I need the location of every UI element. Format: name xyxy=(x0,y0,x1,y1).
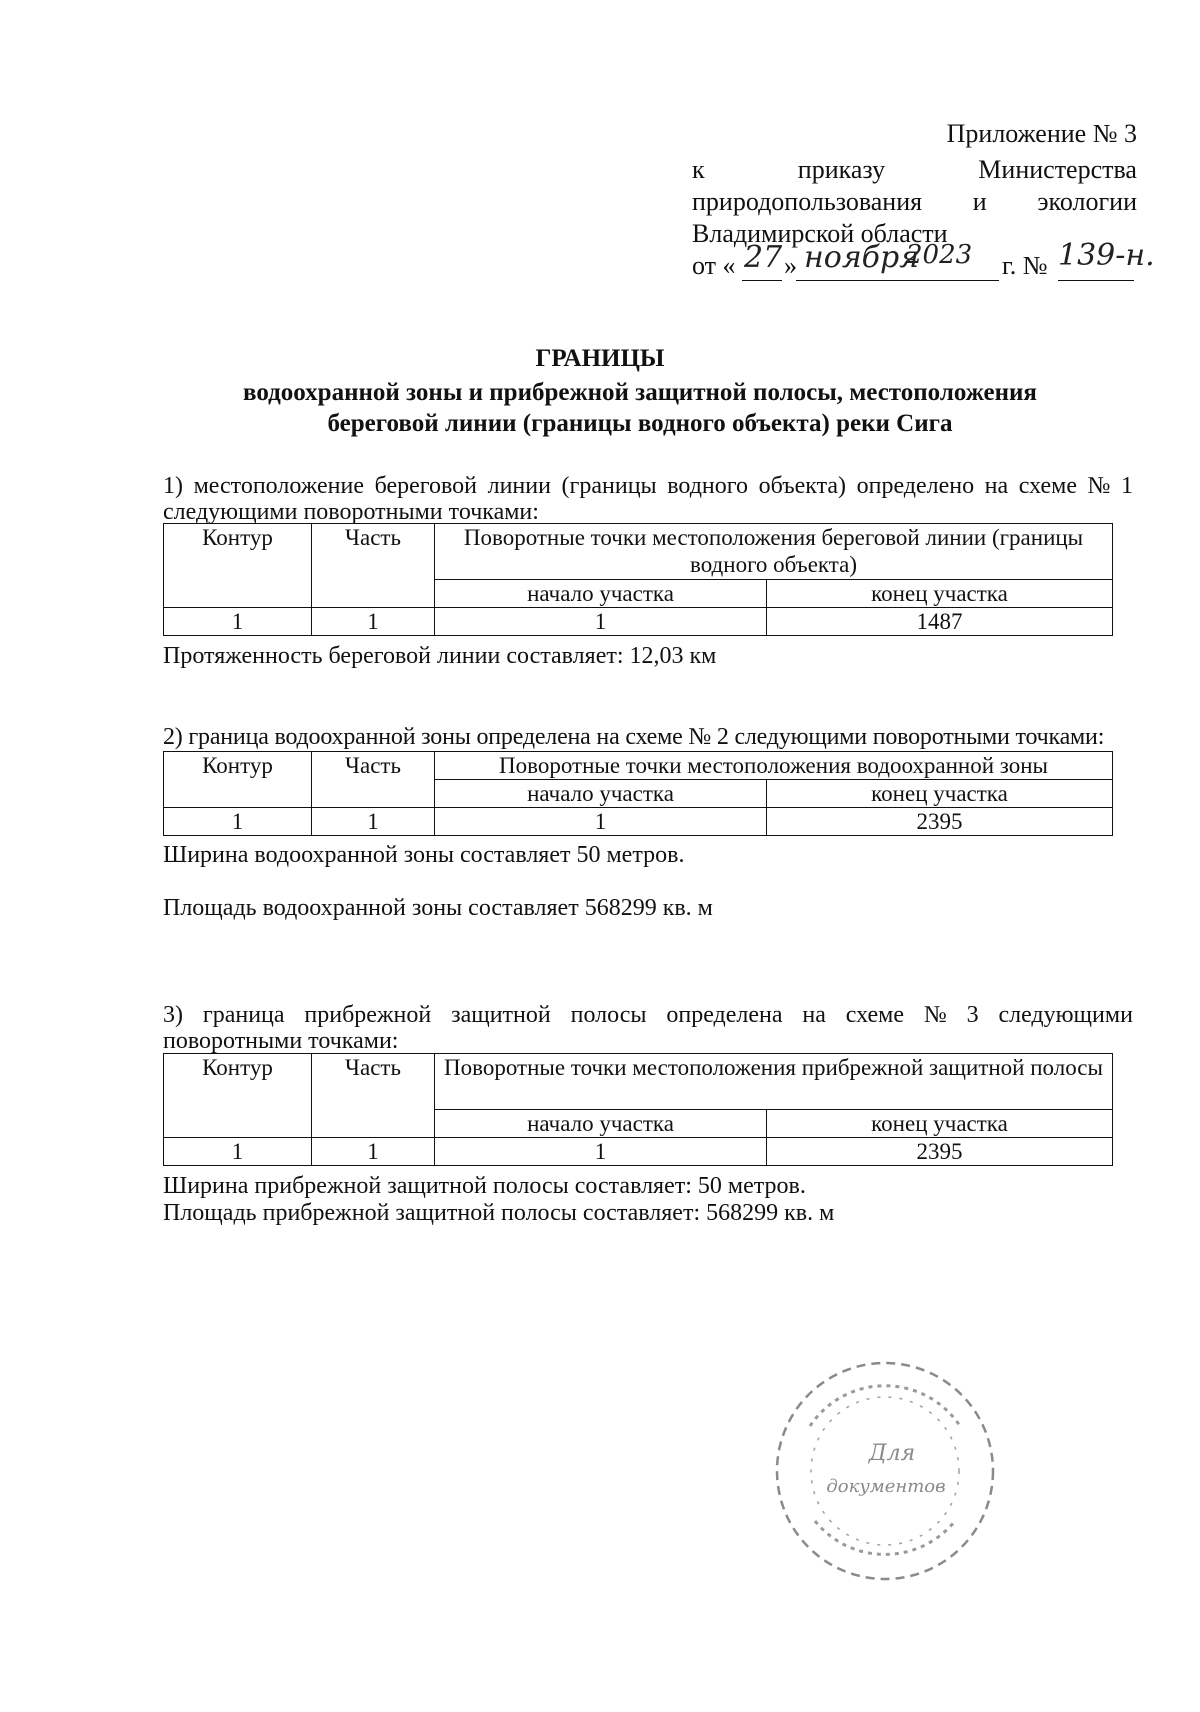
table-header-end: конец участка xyxy=(767,580,1113,608)
handwritten-month: ноября xyxy=(804,240,920,275)
table-row xyxy=(164,1138,1113,1166)
table-header-contour: Контур xyxy=(164,1054,312,1138)
section1-text-line1: 1) местоположение береговой линии (границы водного объекта) определено на схеме № 1 xyxy=(163,473,1133,499)
section2-footer2: Площадь водоохранной зоны составляет 568299 кв. м xyxy=(163,895,713,921)
cell-start: 1 xyxy=(435,1138,767,1166)
section3-text-line2: поворотными точками: xyxy=(163,1028,399,1054)
section3-table xyxy=(163,1053,1113,1166)
appendix-line4: Владимирской области xyxy=(692,219,948,248)
page-title: ГРАНИЦЫ xyxy=(535,345,665,372)
section2-text-line1: 2) граница водоохранной зоны определена на схеме № 2 следующими поворотными точками: xyxy=(163,724,1105,750)
table-header-points: Поворотные точки местоположения водоохранной зоны xyxy=(435,752,1113,780)
stamp-text-1: Для xyxy=(868,1441,916,1466)
page-subtitle-line1: водоохранной зоны и прибрежной защитной полосы, местоположения xyxy=(243,379,1037,406)
table-header-part: Часть xyxy=(312,752,435,808)
stamp-inner-ring xyxy=(811,1397,959,1545)
table-header-points: Поворотные точки местоположения прибрежной защитной полосы xyxy=(435,1054,1113,1110)
section2-table xyxy=(163,751,1113,836)
page-subtitle-line2: береговой линии (границы водного объекта) реки Сига xyxy=(327,410,953,437)
day-underline xyxy=(742,280,782,281)
month-underline xyxy=(796,280,999,281)
appendix-line3: природопользования и экологии xyxy=(692,187,1137,216)
table-header-end: конец участка xyxy=(767,780,1113,808)
date-quote-close: » xyxy=(784,251,797,280)
section3-footer2: Площадь прибрежной защитной полосы составляет: 568299 кв. м xyxy=(163,1200,835,1226)
section3-text-line1: 3) граница прибрежной защитной полосы определена на схеме № 3 следующими xyxy=(163,1002,1133,1028)
section3-footer1: Ширина прибрежной защитной полосы составляет: 50 метров. xyxy=(163,1173,806,1199)
cell-end: 2395 xyxy=(767,808,1113,836)
cell-part: 1 xyxy=(312,808,435,836)
cell-end: 2395 xyxy=(767,1138,1113,1166)
table-header-points: Поворотные точки местоположения береговой линии (границы водного объекта) xyxy=(435,524,1113,580)
table-row xyxy=(164,608,1113,636)
table-header-part: Часть xyxy=(312,524,435,608)
stamp-text-2: документов xyxy=(826,1476,946,1497)
handwritten-year: 2023 xyxy=(906,240,973,270)
table-header-start: начало участка xyxy=(435,1110,767,1138)
cell-contour: 1 xyxy=(164,608,312,636)
appendix-line2: к приказу Министерства xyxy=(692,155,1137,184)
table-header-part: Часть xyxy=(312,1054,435,1138)
appendix-title: Приложение № 3 xyxy=(946,119,1137,148)
table-row xyxy=(164,808,1113,836)
official-stamp xyxy=(770,1356,1000,1586)
number-underline xyxy=(1058,280,1134,281)
stamp-outer-ring xyxy=(777,1363,993,1579)
section1-text-line2: следующими поворотными точками: xyxy=(163,499,539,525)
section2-footer1: Ширина водоохранной зоны составляет 50 метров. xyxy=(163,842,685,868)
cell-part: 1 xyxy=(312,608,435,636)
cell-contour: 1 xyxy=(164,1138,312,1166)
stamp-top-text-arc xyxy=(810,1386,960,1426)
table-header-contour: Контур xyxy=(164,752,312,808)
cell-part: 1 xyxy=(312,1138,435,1166)
handwritten-order-number: 139-н. xyxy=(1058,238,1155,273)
section1-footer: Протяженность береговой линии составляет: 12,03 км xyxy=(163,643,717,669)
cell-start: 1 xyxy=(435,808,767,836)
table-header-start: начало участка xyxy=(435,580,767,608)
stamp-bottom-text-arc xyxy=(815,1521,955,1554)
year-suffix: г. № xyxy=(1002,251,1048,280)
table-header-contour: Контур xyxy=(164,524,312,608)
appendix-date-line: от « xyxy=(692,251,736,280)
cell-end: 1487 xyxy=(767,608,1113,636)
table-header-end: конец участка xyxy=(767,1110,1113,1138)
section1-table xyxy=(163,523,1113,636)
handwritten-day: 27 xyxy=(744,240,783,275)
cell-contour: 1 xyxy=(164,808,312,836)
table-header-start: начало участка xyxy=(435,780,767,808)
cell-start: 1 xyxy=(435,608,767,636)
